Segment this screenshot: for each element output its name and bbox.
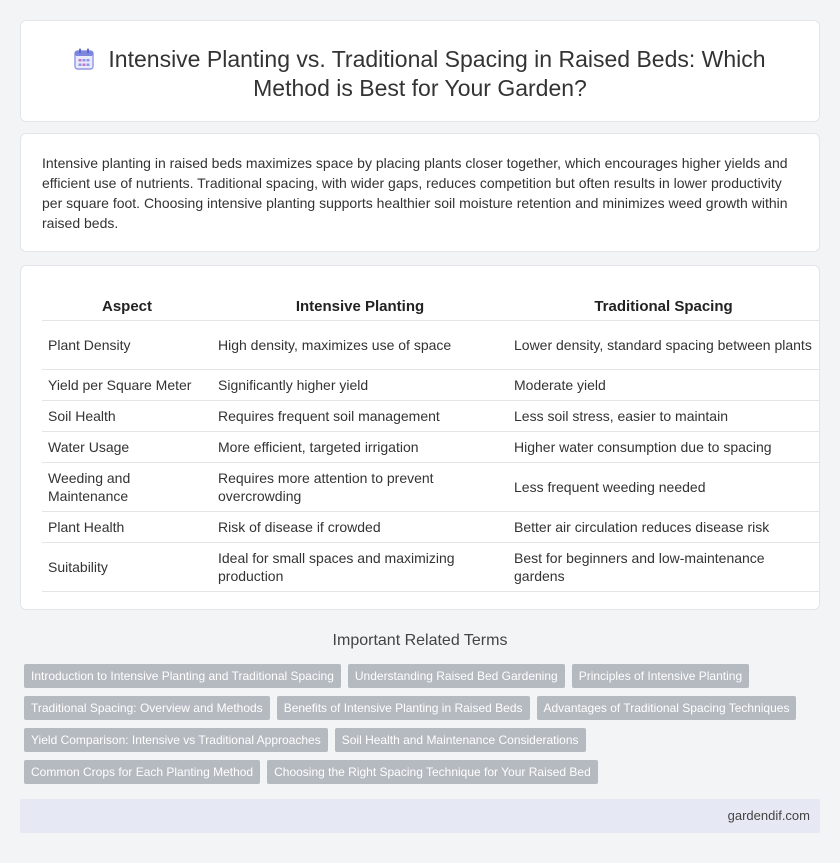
cell-aspect: Weeding and Maintenance bbox=[42, 462, 212, 511]
related-term-tag[interactable]: Benefits of Intensive Planting in Raised Beds bbox=[277, 696, 530, 720]
related-term-tag[interactable]: Yield Comparison: Intensive vs Traditional Approaches bbox=[24, 728, 328, 752]
related-term-tag[interactable]: Advantages of Traditional Spacing Techniques bbox=[537, 696, 797, 720]
related-term-tag[interactable]: Traditional Spacing: Overview and Methods bbox=[24, 696, 270, 720]
cell-traditional: Lower density, standard spacing between plants bbox=[508, 320, 819, 369]
cell-traditional: Better air circulation reduces disease risk bbox=[508, 511, 819, 542]
header-intensive: Intensive Planting bbox=[212, 294, 508, 320]
cell-aspect: Yield per Square Meter bbox=[42, 369, 212, 400]
cell-intensive: Requires frequent soil management bbox=[212, 400, 508, 431]
site-link[interactable]: gardendif.com bbox=[727, 808, 810, 823]
related-terms-list bbox=[24, 664, 824, 792]
header-aspect: Aspect bbox=[42, 294, 212, 320]
related-term-tag[interactable]: Choosing the Right Spacing Technique for Your Raised Bed bbox=[267, 760, 598, 784]
related-terms-title: Important Related Terms bbox=[332, 632, 508, 649]
cell-traditional: Best for beginners and low-maintenance gardens bbox=[508, 542, 819, 591]
cell-intensive: Requires more attention to prevent overcrowding bbox=[212, 462, 508, 511]
cell-traditional: Moderate yield bbox=[508, 369, 819, 400]
cell-aspect: Soil Health bbox=[42, 400, 212, 431]
table-row bbox=[42, 462, 819, 511]
cell-aspect: Suitability bbox=[42, 542, 212, 591]
tag-row bbox=[24, 664, 824, 688]
cell-intensive: High density, maximizes use of space bbox=[212, 320, 508, 369]
table-row bbox=[42, 431, 819, 462]
table-row bbox=[42, 542, 819, 591]
calendar-icon bbox=[74, 48, 94, 70]
related-term-tag[interactable]: Introduction to Intensive Planting and Traditional Spacing bbox=[24, 664, 341, 688]
tag-row bbox=[24, 760, 824, 784]
table-header-row bbox=[42, 294, 819, 320]
comparison-card bbox=[20, 265, 820, 610]
related-term-tag[interactable]: Principles of Intensive Planting bbox=[572, 664, 749, 688]
table-row bbox=[42, 511, 819, 542]
title-card bbox=[20, 20, 820, 122]
cell-intensive: Risk of disease if crowded bbox=[212, 511, 508, 542]
cell-traditional: Less frequent weeding needed bbox=[508, 462, 819, 511]
table-row bbox=[42, 369, 819, 400]
footer-bar bbox=[20, 799, 820, 833]
intro-paragraph: Intensive planting in raised beds maximizes space by placing plants closer together, which encourages higher yields and efficient use of nutrients. Traditional spacing, with wider gaps, reduces competition but often results in lower productivity per square foot. Choosing intensive planting supports healthier soil moisture retention and minimizes weed growth within raised beds. bbox=[42, 155, 788, 231]
cell-intensive: More efficient, targeted irrigation bbox=[212, 431, 508, 462]
related-term-tag[interactable]: Soil Health and Maintenance Considerations bbox=[335, 728, 586, 752]
cell-intensive: Ideal for small spaces and maximizing production bbox=[212, 542, 508, 591]
related-term-tag[interactable]: Common Crops for Each Planting Method bbox=[24, 760, 260, 784]
header-traditional: Traditional Spacing bbox=[508, 294, 819, 320]
related-term-tag[interactable]: Understanding Raised Bed Gardening bbox=[348, 664, 565, 688]
cell-traditional: Higher water consumption due to spacing bbox=[508, 431, 819, 462]
cell-intensive: Significantly higher yield bbox=[212, 369, 508, 400]
cell-aspect: Plant Density bbox=[42, 320, 212, 369]
comparison-table bbox=[42, 294, 819, 592]
table-row bbox=[42, 400, 819, 431]
cell-aspect: Plant Health bbox=[42, 511, 212, 542]
cell-traditional: Less soil stress, easier to maintain bbox=[508, 400, 819, 431]
table-row bbox=[42, 320, 819, 369]
page-title-wrap bbox=[21, 45, 819, 103]
tag-row bbox=[24, 696, 824, 720]
intro-card bbox=[20, 133, 820, 252]
tag-row bbox=[24, 728, 824, 752]
page-title: Intensive Planting vs. Traditional Spacing in Raised Beds: Which Method is Best for Your Garden? bbox=[108, 46, 766, 101]
cell-aspect: Water Usage bbox=[42, 431, 212, 462]
